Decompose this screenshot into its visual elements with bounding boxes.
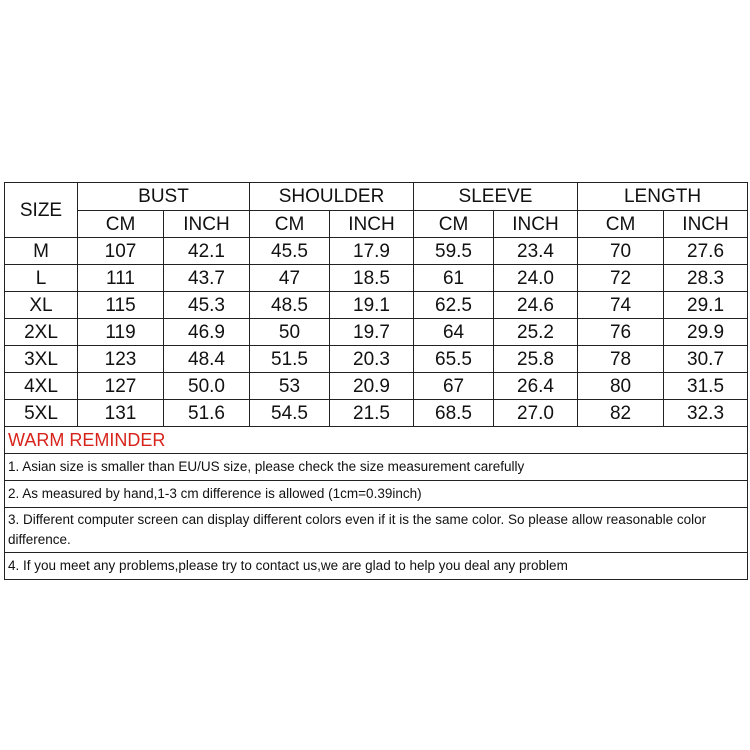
table-cell: 20.9 [330, 373, 414, 400]
table-cell: 54.5 [250, 400, 330, 427]
table-cell: 78 [578, 346, 664, 373]
table-cell: 111 [78, 265, 164, 292]
group-header-shoulder: SHOULDER [250, 183, 414, 211]
reminder-note-row [5, 481, 748, 508]
table-row [5, 400, 748, 427]
table-cell: 27.6 [664, 238, 748, 265]
table-cell: 47 [250, 265, 330, 292]
table-cell: 27.0 [494, 400, 578, 427]
table-cell: 19.7 [330, 319, 414, 346]
size-cell: 3XL [5, 346, 78, 373]
table-cell: 45.3 [164, 292, 250, 319]
group-header-bust: BUST [78, 183, 250, 211]
table-cell: 19.1 [330, 292, 414, 319]
table-cell: 31.5 [664, 373, 748, 400]
reminder-note: 3. Different computer screen can display different colors even if it is the same color. So please allow reasonable color difference. [5, 508, 748, 553]
table-cell: 45.5 [250, 238, 330, 265]
table-cell: 42.1 [164, 238, 250, 265]
table-cell: 67 [414, 373, 494, 400]
table-row [5, 238, 748, 265]
size-cell: 5XL [5, 400, 78, 427]
table-cell: 70 [578, 238, 664, 265]
table-cell: 24.0 [494, 265, 578, 292]
table-cell: 107 [78, 238, 164, 265]
table-cell: 82 [578, 400, 664, 427]
table-cell: 21.5 [330, 400, 414, 427]
table-cell: 30.7 [664, 346, 748, 373]
unit-header: INCH [330, 211, 414, 238]
table-cell: 25.8 [494, 346, 578, 373]
size-cell: 2XL [5, 319, 78, 346]
unit-header: CM [78, 211, 164, 238]
table-cell: 18.5 [330, 265, 414, 292]
table-cell: 20.3 [330, 346, 414, 373]
table-cell: 64 [414, 319, 494, 346]
table-cell: 51.5 [250, 346, 330, 373]
group-header-length: LENGTH [578, 183, 748, 211]
header-row-units [5, 211, 748, 238]
table-row [5, 319, 748, 346]
unit-header: CM [578, 211, 664, 238]
table-cell: 61 [414, 265, 494, 292]
table-cell: 65.5 [414, 346, 494, 373]
reminder-note-row [5, 454, 748, 481]
table-cell: 50.0 [164, 373, 250, 400]
table-cell: 72 [578, 265, 664, 292]
table-cell: 24.6 [494, 292, 578, 319]
unit-header: CM [414, 211, 494, 238]
table-cell: 50 [250, 319, 330, 346]
table-cell: 51.6 [164, 400, 250, 427]
table-cell: 115 [78, 292, 164, 319]
table-row [5, 265, 748, 292]
table-row [5, 373, 748, 400]
size-chart-table [4, 182, 748, 580]
table-cell: 48.4 [164, 346, 250, 373]
table-row [5, 292, 748, 319]
size-header: SIZE [5, 183, 78, 238]
size-cell: XL [5, 292, 78, 319]
table-cell: 68.5 [414, 400, 494, 427]
unit-header: INCH [494, 211, 578, 238]
table-cell: 23.4 [494, 238, 578, 265]
reminder-note: 2. As measured by hand,1-3 cm difference is allowed (1cm=0.39inch) [5, 481, 748, 508]
table-cell: 53 [250, 373, 330, 400]
unit-header: CM [250, 211, 330, 238]
table-cell: 29.1 [664, 292, 748, 319]
size-cell: L [5, 265, 78, 292]
size-cell: M [5, 238, 78, 265]
reminder-note: 1. Asian size is smaller than EU/US size, please check the size measurement carefully [5, 454, 748, 481]
table-cell: 119 [78, 319, 164, 346]
table-cell: 62.5 [414, 292, 494, 319]
table-cell: 131 [78, 400, 164, 427]
unit-header: INCH [664, 211, 748, 238]
reminder-note-row [5, 553, 748, 580]
table-cell: 76 [578, 319, 664, 346]
table-cell: 32.3 [664, 400, 748, 427]
table-cell: 25.2 [494, 319, 578, 346]
table-cell: 74 [578, 292, 664, 319]
table-cell: 29.9 [664, 319, 748, 346]
size-cell: 4XL [5, 373, 78, 400]
table-cell: 80 [578, 373, 664, 400]
warm-reminder-title: WARM REMINDER [5, 427, 748, 454]
unit-header: INCH [164, 211, 250, 238]
table-cell: 28.3 [664, 265, 748, 292]
table-cell: 127 [78, 373, 164, 400]
table-cell: 26.4 [494, 373, 578, 400]
table-cell: 43.7 [164, 265, 250, 292]
table-cell: 59.5 [414, 238, 494, 265]
reminder-title-row [5, 427, 748, 454]
group-header-sleeve: SLEEVE [414, 183, 578, 211]
table-row [5, 346, 748, 373]
table-cell: 48.5 [250, 292, 330, 319]
header-row-groups [5, 183, 748, 211]
table-cell: 46.9 [164, 319, 250, 346]
reminder-note: 4. If you meet any problems,please try to contact us,we are glad to help you deal any problem [5, 553, 748, 580]
reminder-note-row [5, 508, 748, 553]
table-cell: 123 [78, 346, 164, 373]
table-cell: 17.9 [330, 238, 414, 265]
